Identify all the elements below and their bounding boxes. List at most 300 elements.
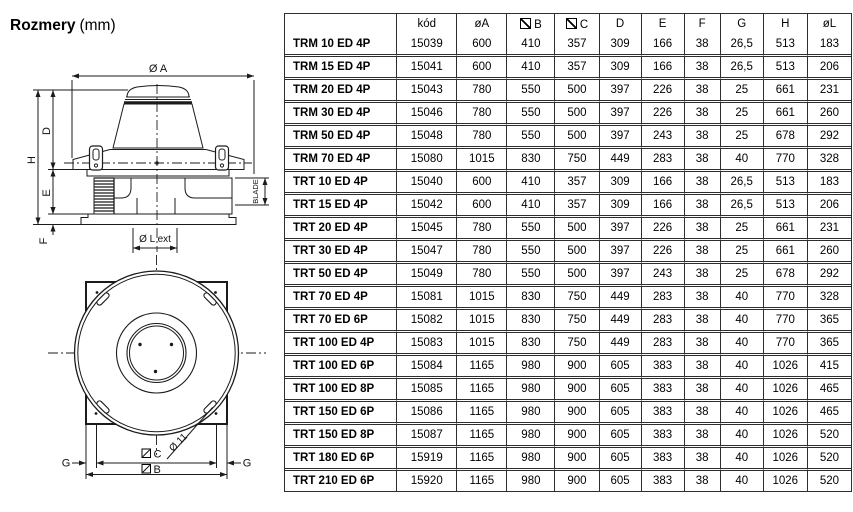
dimensions-table-body (285, 34, 851, 491)
cell-c: 750 (555, 310, 599, 333)
corner-hole (215, 412, 218, 415)
cell-ol: 231 (808, 218, 851, 241)
cell-g: 40 (721, 402, 764, 425)
cell-g: 26,5 (721, 172, 764, 195)
cell-b: 410 (507, 172, 555, 195)
cell-d: 605 (600, 379, 642, 402)
cell-g: 26,5 (721, 57, 764, 80)
cell-f: 38 (685, 172, 721, 195)
cell-e: 383 (642, 402, 685, 425)
cell-c: 500 (555, 264, 599, 287)
cell-g: 40 (721, 310, 764, 333)
dim-label-d: D (41, 127, 53, 135)
cell-kod: 15047 (397, 241, 457, 264)
plate-lip (87, 170, 229, 177)
base-flange (81, 214, 236, 225)
cell-ol: 365 (808, 310, 851, 333)
cell-d: 309 (600, 57, 642, 80)
cell-h: 1026 (764, 356, 808, 379)
cell-e: 283 (642, 149, 685, 172)
left-bracket (90, 146, 103, 170)
cell-ol: 183 (808, 172, 851, 195)
hub-hole (154, 370, 157, 373)
model-name: TRT 150 ED 6P (285, 402, 397, 425)
cell-e: 166 (642, 57, 685, 80)
cell-c: 750 (555, 333, 599, 356)
cell-e: 166 (642, 195, 685, 218)
cell-d: 449 (600, 310, 642, 333)
cell-oa: 1015 (457, 310, 507, 333)
cell-c: 900 (555, 448, 599, 471)
cell-oa: 1015 (457, 149, 507, 172)
table-row (285, 126, 851, 149)
cell-kod: 15045 (397, 218, 457, 241)
column-header-h: H (764, 14, 808, 34)
cell-b: 550 (507, 241, 555, 264)
cell-oa: 780 (457, 218, 507, 241)
cell-d: 397 (600, 264, 642, 287)
cell-e: 226 (642, 80, 685, 103)
cell-h: 770 (764, 333, 808, 356)
cell-c: 357 (555, 172, 599, 195)
cell-kod: 15086 (397, 402, 457, 425)
cell-d: 605 (600, 425, 642, 448)
cell-kod: 15081 (397, 287, 457, 310)
cell-f: 38 (685, 356, 721, 379)
cell-kod: 15082 (397, 310, 457, 333)
cell-h: 513 (764, 172, 808, 195)
bracket-body (90, 146, 103, 170)
cell-g: 25 (721, 218, 764, 241)
cell-g: 40 (721, 149, 764, 172)
model-name: TRM 70 ED 4P (285, 149, 397, 172)
cell-f: 38 (685, 264, 721, 287)
dim-label-c: C (153, 448, 162, 461)
square-symbol-icon (142, 449, 151, 458)
hub-hole (138, 343, 141, 346)
dim-label-blade: BLADE (251, 179, 260, 204)
cell-f: 38 (685, 195, 721, 218)
model-name: TRM 10 ED 4P (285, 34, 397, 57)
louver-slats (94, 178, 114, 214)
cell-ol: 183 (808, 34, 851, 57)
table-row (285, 34, 851, 57)
plate-rim-outer (75, 271, 239, 435)
cell-ol: 328 (808, 287, 851, 310)
cell-d: 397 (600, 218, 642, 241)
cell-f: 38 (685, 287, 721, 310)
page-title-main: Rozmery (10, 17, 76, 34)
cell-c: 900 (555, 471, 599, 491)
column-header-f: F (685, 14, 721, 34)
table-row (285, 241, 851, 264)
cell-h: 1026 (764, 448, 808, 471)
cell-b: 980 (507, 471, 555, 491)
motor-cap (127, 86, 189, 98)
cell-g: 26,5 (721, 34, 764, 57)
table-row (285, 57, 851, 80)
cell-g: 40 (721, 425, 764, 448)
cell-b: 550 (507, 80, 555, 103)
cell-f: 38 (685, 241, 721, 264)
cell-h: 661 (764, 103, 808, 126)
cell-d: 309 (600, 34, 642, 57)
table-row (285, 471, 851, 491)
model-name: TRT 100 ED 4P (285, 333, 397, 356)
dim-g-right (227, 458, 251, 470)
cell-h: 661 (764, 241, 808, 264)
center-dot (156, 162, 159, 165)
cell-oa: 600 (457, 57, 507, 80)
cell-oa: 1165 (457, 379, 507, 402)
cell-h: 1026 (764, 379, 808, 402)
cell-e: 243 (642, 264, 685, 287)
dim-label-e: E (41, 189, 53, 197)
cell-d: 605 (600, 448, 642, 471)
cell-d: 449 (600, 287, 642, 310)
cell-ol: 415 (808, 356, 851, 379)
cell-c: 750 (555, 149, 599, 172)
cell-kod: 15048 (397, 126, 457, 149)
cell-c: 357 (555, 57, 599, 80)
cell-d: 397 (600, 103, 642, 126)
cell-b: 830 (507, 287, 555, 310)
cell-f: 38 (685, 310, 721, 333)
dim-l-ext (133, 228, 177, 253)
cell-e: 383 (642, 356, 685, 379)
dim-e (41, 170, 88, 215)
cell-e: 283 (642, 310, 685, 333)
table-row (285, 379, 851, 402)
dim-square-b (86, 464, 227, 476)
cell-c: 500 (555, 80, 599, 103)
model-name: TRT 70 ED 6P (285, 310, 397, 333)
cell-kod: 15087 (397, 425, 457, 448)
table-row (285, 425, 851, 448)
cell-ol: 292 (808, 126, 851, 149)
model-name: TRT 30 ED 4P (285, 241, 397, 264)
cell-ol: 231 (808, 80, 851, 103)
dim-g-left (62, 458, 86, 470)
cell-d: 397 (600, 241, 642, 264)
cell-ol: 260 (808, 103, 851, 126)
cell-d: 397 (600, 126, 642, 149)
page-title-unit: (mm) (79, 17, 116, 34)
cell-h: 661 (764, 218, 808, 241)
cell-oa: 1015 (457, 333, 507, 356)
model-name: TRT 70 ED 4P (285, 287, 397, 310)
cell-kod: 15040 (397, 172, 457, 195)
cell-c: 357 (555, 34, 599, 57)
technical-drawing (0, 0, 283, 512)
cell-ol: 520 (808, 425, 851, 448)
cell-oa: 1165 (457, 402, 507, 425)
model-name: TRT 50 ED 4P (285, 264, 397, 287)
cell-d: 449 (600, 333, 642, 356)
motor-cone (113, 104, 203, 148)
cell-c: 500 (555, 126, 599, 149)
cell-h: 770 (764, 310, 808, 333)
cell-c: 500 (555, 218, 599, 241)
cell-h: 770 (764, 287, 808, 310)
cell-kod: 15043 (397, 80, 457, 103)
table-row (285, 218, 851, 241)
cell-g: 25 (721, 126, 764, 149)
cell-b: 980 (507, 379, 555, 402)
cell-e: 383 (642, 471, 685, 491)
cell-b: 410 (507, 195, 555, 218)
cell-ol: 328 (808, 149, 851, 172)
cell-kod: 15083 (397, 333, 457, 356)
dim-label-diameter-a: Ø A (148, 63, 168, 75)
model-name: TRT 10 ED 4P (285, 172, 397, 195)
model-name: TRT 180 ED 6P (285, 448, 397, 471)
cell-g: 25 (721, 264, 764, 287)
cell-kod: 15084 (397, 356, 457, 379)
model-name: TRM 30 ED 4P (285, 103, 397, 126)
cell-g: 40 (721, 287, 764, 310)
dim-label-f: F (38, 237, 50, 245)
corner-hole (95, 412, 98, 415)
cell-d: 605 (600, 402, 642, 425)
cell-f: 38 (685, 57, 721, 80)
cell-g: 40 (721, 356, 764, 379)
dimensions-table (284, 13, 852, 492)
cell-h: 1026 (764, 471, 808, 491)
cell-ol: 206 (808, 195, 851, 218)
model-name: TRM 20 ED 4P (285, 80, 397, 103)
cell-oa: 600 (457, 195, 507, 218)
cell-f: 38 (685, 471, 721, 491)
cell-ol: 465 (808, 402, 851, 425)
cell-e: 166 (642, 34, 685, 57)
cell-f: 38 (685, 402, 721, 425)
cell-c: 900 (555, 402, 599, 425)
dim-label-hole: Ø 11 (167, 431, 190, 455)
right-bracket (216, 146, 229, 170)
cell-c: 900 (555, 425, 599, 448)
cell-b: 980 (507, 425, 555, 448)
corner-hole (214, 291, 217, 294)
column-header-oa: øA (457, 14, 507, 34)
cell-h: 513 (764, 195, 808, 218)
dim-label-l-ext: Ø L ext (139, 234, 171, 245)
cell-h: 678 (764, 126, 808, 149)
cell-c: 500 (555, 241, 599, 264)
cell-b: 550 (507, 126, 555, 149)
column-header-name (285, 14, 397, 34)
cell-oa: 780 (457, 241, 507, 264)
cell-f: 38 (685, 149, 721, 172)
cell-kod: 15049 (397, 264, 457, 287)
cell-e: 283 (642, 287, 685, 310)
dim-label-g-left: G (61, 457, 71, 470)
cell-e: 243 (642, 126, 685, 149)
cell-d: 397 (600, 80, 642, 103)
column-header-b: B (507, 14, 555, 34)
side-view-drawing (26, 63, 269, 253)
cell-oa: 600 (457, 172, 507, 195)
cell-g: 40 (721, 448, 764, 471)
cell-g: 25 (721, 241, 764, 264)
model-name: TRT 100 ED 6P (285, 356, 397, 379)
cell-f: 38 (685, 218, 721, 241)
page-title (10, 17, 116, 34)
square-diagonal-icon (520, 18, 531, 29)
cell-h: 1026 (764, 425, 808, 448)
dim-h (26, 90, 128, 225)
cell-f: 38 (685, 379, 721, 402)
cell-oa: 1165 (457, 356, 507, 379)
cell-kod: 15085 (397, 379, 457, 402)
cell-b: 550 (507, 103, 555, 126)
cell-h: 678 (764, 264, 808, 287)
cell-d: 605 (600, 356, 642, 379)
cell-b: 410 (507, 57, 555, 80)
table-row (285, 287, 851, 310)
cell-f: 38 (685, 425, 721, 448)
cell-ol: 292 (808, 264, 851, 287)
column-header-g: G (721, 14, 764, 34)
table-row (285, 356, 851, 379)
cell-kod: 15039 (397, 34, 457, 57)
cell-b: 980 (507, 402, 555, 425)
cell-kod: 15041 (397, 57, 457, 80)
dim-label-b: B (153, 464, 161, 476)
cell-h: 661 (764, 80, 808, 103)
cell-oa: 1165 (457, 471, 507, 491)
table-row (285, 195, 851, 218)
cell-c: 357 (555, 195, 599, 218)
table-row (285, 103, 851, 126)
cell-e: 166 (642, 172, 685, 195)
model-name: TRM 50 ED 4P (285, 126, 397, 149)
cell-g: 40 (721, 379, 764, 402)
cell-b: 550 (507, 264, 555, 287)
cell-b: 830 (507, 333, 555, 356)
cell-b: 980 (507, 448, 555, 471)
bracket-body (216, 146, 229, 170)
dim-label-g-right: G (242, 457, 252, 470)
cell-h: 770 (764, 149, 808, 172)
cell-b: 830 (507, 310, 555, 333)
cell-f: 38 (685, 448, 721, 471)
dim-d (41, 90, 73, 170)
cell-b: 550 (507, 218, 555, 241)
cell-f: 38 (685, 80, 721, 103)
corner-hole (96, 291, 99, 294)
cell-ol: 520 (808, 448, 851, 471)
cell-e: 383 (642, 379, 685, 402)
fan-housing (94, 178, 232, 214)
top-view-drawing (48, 255, 266, 479)
cell-kod: 15080 (397, 149, 457, 172)
cell-c: 900 (555, 356, 599, 379)
table-row (285, 402, 851, 425)
cell-g: 25 (721, 80, 764, 103)
column-header-c: C (555, 14, 599, 34)
model-name: TRT 150 ED 8P (285, 425, 397, 448)
cell-d: 449 (600, 149, 642, 172)
square-symbol-icon (142, 465, 151, 474)
cell-d: 605 (600, 471, 642, 491)
cell-b: 980 (507, 356, 555, 379)
table-row (285, 80, 851, 103)
cell-kod: 15919 (397, 448, 457, 471)
cell-oa: 780 (457, 80, 507, 103)
cell-oa: 1165 (457, 448, 507, 471)
cell-e: 283 (642, 333, 685, 356)
cell-f: 38 (685, 103, 721, 126)
cell-oa: 780 (457, 103, 507, 126)
cell-kod: 15042 (397, 195, 457, 218)
cell-c: 900 (555, 379, 599, 402)
dim-blade (235, 178, 269, 205)
cell-ol: 206 (808, 57, 851, 80)
dim-square-c (97, 449, 217, 464)
cell-oa: 1015 (457, 287, 507, 310)
cell-oa: 780 (457, 126, 507, 149)
cell-ol: 465 (808, 379, 851, 402)
cell-g: 40 (721, 333, 764, 356)
cell-e: 383 (642, 425, 685, 448)
cell-g: 26,5 (721, 195, 764, 218)
cell-oa: 600 (457, 34, 507, 57)
cell-e: 226 (642, 103, 685, 126)
cell-c: 750 (555, 287, 599, 310)
cell-e: 383 (642, 448, 685, 471)
cell-f: 38 (685, 333, 721, 356)
dim-label-h: H (26, 156, 38, 164)
column-header-d: D (600, 14, 642, 34)
cell-c: 500 (555, 103, 599, 126)
model-name: TRT 100 ED 8P (285, 379, 397, 402)
inlet-bell (114, 178, 232, 214)
table-header-row (285, 14, 851, 34)
table-row (285, 333, 851, 356)
cell-f: 38 (685, 34, 721, 57)
cell-e: 226 (642, 241, 685, 264)
table-row (285, 149, 851, 172)
cell-ol: 365 (808, 333, 851, 356)
table-row (285, 448, 851, 471)
table-row (285, 264, 851, 287)
cell-h: 1026 (764, 402, 808, 425)
cell-d: 309 (600, 172, 642, 195)
cell-ol: 520 (819, 475, 839, 487)
hub-hole (170, 343, 173, 346)
model-name: TRT 20 ED 4P (285, 218, 397, 241)
cell-kod: 15920 (397, 471, 457, 491)
cell-f: 38 (685, 126, 721, 149)
table-row (285, 310, 851, 333)
table-row (285, 172, 851, 195)
cell-g: 25 (721, 103, 764, 126)
cell-g: 40 (721, 471, 764, 491)
cell-kod: 15046 (397, 103, 457, 126)
model-name: TRT 210 ED 6P (285, 471, 397, 491)
square-diagonal-icon (566, 18, 577, 29)
cell-b: 410 (507, 34, 555, 57)
cell-e: 226 (642, 218, 685, 241)
model-name: TRT 15 ED 4P (285, 195, 397, 218)
cell-d: 309 (600, 195, 642, 218)
cell-h: 513 (764, 57, 808, 80)
cell-b: 830 (507, 149, 555, 172)
model-name: TRM 15 ED 4P (285, 57, 397, 80)
cell-oa: 1165 (457, 425, 507, 448)
column-header-e: E (642, 14, 685, 34)
